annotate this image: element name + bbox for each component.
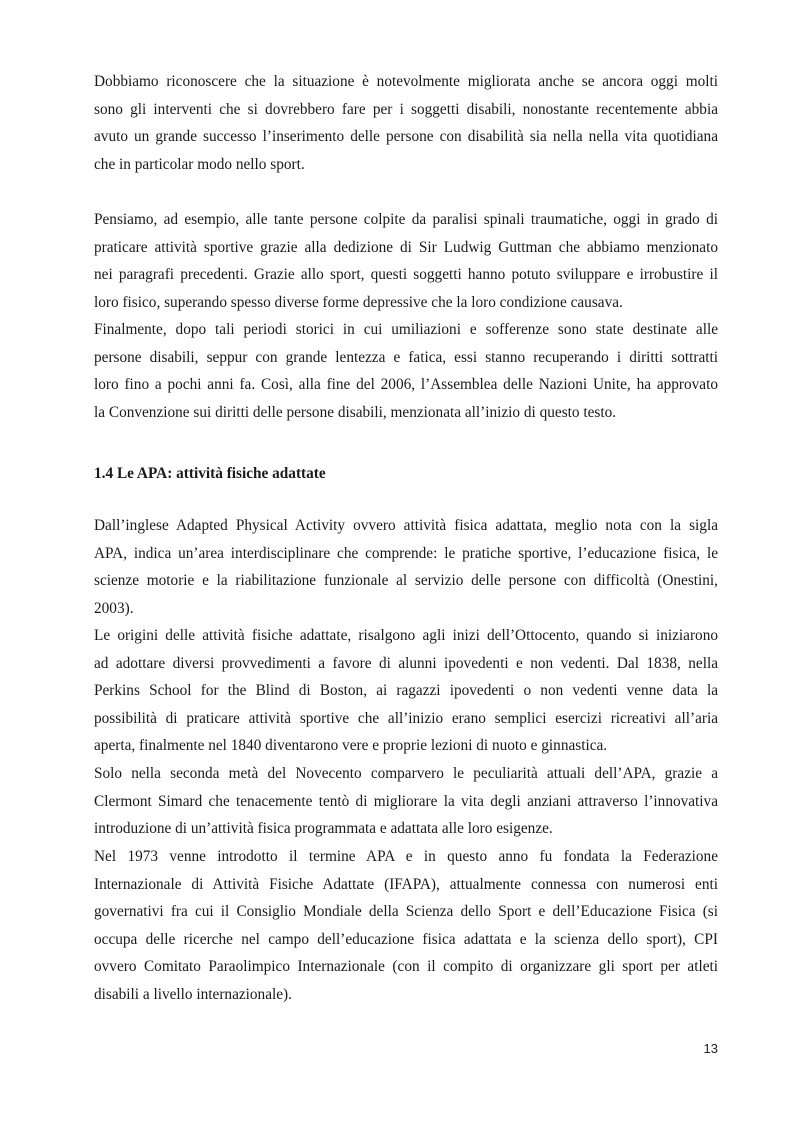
text-line: la Convenzione sui diritti delle persone disabili, menzionata all’inizio di questo testo. — [94, 403, 617, 421]
text-line: introduzione di un’attività fisica programmata e adattata alle loro esigenze. — [94, 820, 553, 838]
paragraph-apa-definition — [94, 512, 718, 622]
text-line: Dall’inglese Adapted Physical Activity ovvero attività fisica adattata, meglio nota con la sigla — [94, 517, 718, 534]
text-line: Clermont Simard che tenacemente tentò di migliorare la vita degli anziani attraverso l’innovativa — [94, 792, 718, 810]
text-line: Internazionale di Attività Fisiche Adattate (IFAPA), attualmente connessa con numerosi enti — [94, 875, 718, 893]
paragraph-guttman — [94, 206, 718, 316]
paragraph-origins — [94, 622, 718, 760]
text-line: Nel 1973 venne introdotto il termine APA e in questo anno fu fondata la Federazione — [94, 848, 718, 865]
text-line: loro fino a pochi anni fa. Così, alla fine del 2006, l’Assemblea delle Nazioni Unite, ha approvato — [94, 376, 718, 394]
text-line: occupa delle ricerche nel campo dell’educazione fisica adattata e la scienza dello sport), CPI — [94, 930, 718, 948]
text-line: Solo nella seconda metà del Novecento comparvero le peculiarità attuali dell’APA, grazie a — [94, 765, 718, 782]
text-line: avuto un grande successo l’inserimento delle persone con disabilità sia nella nella vita quotidiana — [94, 128, 718, 146]
text-line: Pensiamo, ad esempio, alle tante persone colpite da paralisi spinali traumatiche, oggi in grado di — [94, 211, 718, 228]
text-line: Le origini delle attività fisiche adattate, risalgono agli inizi dell’Ottocento, quando si iniziarono — [94, 627, 718, 644]
text-line: sono gli interventi che si dovrebbero fare per i soggetti disabili, nonostante recentemente abbia — [94, 100, 718, 118]
text-line: ad adottare diversi provvedimenti a favore di alunni ipovedenti e non vedenti. Dal 1838, nella — [94, 654, 718, 672]
text-line: aperta, finalmente nel 1840 diventarono vere e proprie lezioni di nuoto e ginnastica. — [94, 737, 608, 755]
text-line: Perkins School for the Blind di Boston, ai ragazzi ipovedenti o non vedenti venne data la — [94, 682, 718, 700]
text-line: 2003). — [94, 599, 134, 617]
paragraph-progress — [94, 68, 718, 178]
text-line: nei paragrafi precedenti. Grazie allo sport, questi soggetti hanno potuto sviluppare e irrobustire il — [94, 266, 718, 284]
text-line: praticare attività sportive grazie alla dedizione di Sir Ludwig Guttman che abbiamo menzionato — [94, 238, 718, 256]
document-page — [94, 0, 718, 1123]
text-line: persone disabili, seppur con grande lentezza e fatica, essi stanno recuperando i diritti sottratti — [94, 348, 718, 366]
text-line: Finalmente, dopo tali periodi storici in cui umiliazioni e sofferenze sono state destinate alle — [94, 321, 718, 338]
section-heading: 1.4 Le APA: attività fisiche adattate — [94, 465, 326, 482]
text-line: Dobbiamo riconoscere che la situazione è notevolmente migliorata anche se ancora oggi molti — [94, 73, 718, 90]
paragraph-rights — [94, 316, 718, 426]
page-number: 13 — [703, 1041, 718, 1056]
text-line: APA, indica un’area interdisciplinare che comprende: le pratiche sportive, l’educazione fisica, le — [94, 544, 718, 562]
text-line: che in particolar modo nello sport. — [94, 155, 305, 173]
paragraph-simard — [94, 760, 718, 843]
text-line: disabili a livello internazionale). — [94, 985, 292, 1003]
text-line: scienze motorie e la riabilitazione funzionale al servizio delle persone con difficoltà (Onestini, — [94, 572, 718, 590]
text-line: ovvero Comitato Paraolimpico Internazionale (con il compito di organizzare gli sport per atleti — [94, 958, 718, 976]
text-line: possibilità di praticare attività sportive che all’inizio erano semplici esercizi ricreativi all’aria — [94, 709, 718, 727]
paragraph-ifapa — [94, 843, 718, 1009]
text-line: loro fisico, superando spesso diverse forme depressive che la loro condizione causava. — [94, 293, 623, 311]
text-line: governativi fra cui il Consiglio Mondiale della Scienza dello Sport e dell’Educazione Fisica (si — [94, 903, 718, 921]
